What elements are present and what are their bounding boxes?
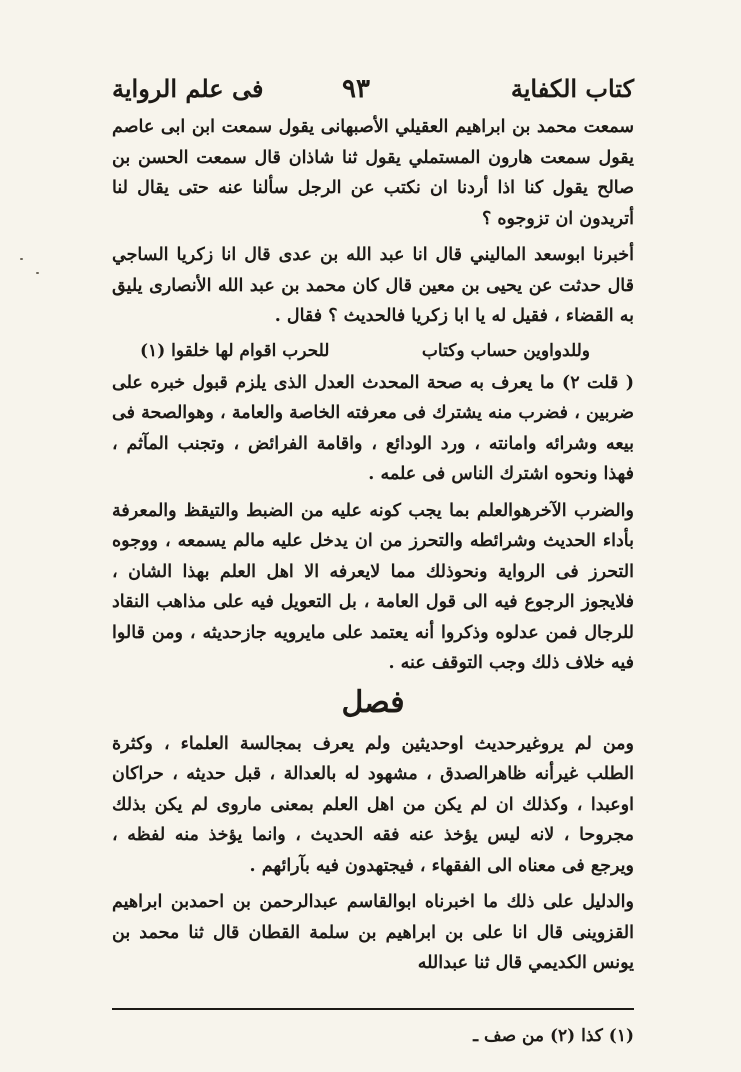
footnote: (١) كذا (٢) من صف ـ (473, 1026, 634, 1046)
paragraph-2: أخبرنا ابوسعد الماليني قال انا عبد الله بن عدى قال انا زكريا الساجي قال حدثت عن يحيى بن معين قال كان محمد بن عبد الله الأنصارى يليق به القضاء ، فقيل له يا ابا زكريا فالحديث ؟ فقال . (112, 245, 634, 326)
book-title: كتاب الكفاية (510, 74, 634, 103)
paragraph-1: سمعت محمد بن ابراهيم العقيلي الأصبهانى يقول سمعت ابن ابى عاصم يقول سمعت هارون المستملي يقول ثنا شاذان قال سمعت الحسن بن صالح يقول كنا اذا أردنا ان نكتب عن الرجل سألنا عنه حتى يقال لنا أتريدون ان تزوجوه ؟ (112, 117, 634, 229)
poem-hemistich-right: وللدواوين حساب وكتاب (421, 340, 590, 361)
book-subtitle: فى علم الرواية (112, 74, 264, 103)
footnote-rule (112, 1008, 634, 1010)
scan-speck (36, 272, 39, 274)
document-page (112, 68, 634, 1058)
page-number: ٩٣ (342, 74, 370, 104)
paragraph-3: ( قلت ٢) ما يعرف به صحة المحدث العدل الذى يلزم قبول خبره على ضربين ، فضرب منه يشترك فى معرفته الخاصة والعامة ، وهوالصحة فى بيعه وشرائه وامانته ، ورد الودائع ، واقامة الفرائض ، وتجنب المآثم ، فهذا ونحوه اشترك الناس فى علمه . (112, 372, 635, 484)
scan-speck (20, 258, 23, 260)
paragraph-5: ومن لم يروغيرحديث اوحديثين ولم يعرف بمجالسة العلماء ، وكثرة الطلب غيرأنه ظاهرالصدق ، مشهود له بالعدالة ، قبل حديثه ، حراكان اوعبدا ، وكذلك ان لم يكن من اهل العلم بمعنى ماروى لم يكن بذلك مجروحا ، لانه ليس يؤخذ عنه فقه الحديث ، وانما يؤخذ منه لفظه ، ويرجع فى معناه الى الفقهاء ، فيجتهدون فيه بآرائهم . (112, 733, 634, 876)
paragraph-6: والدليل على ذلك ما اخبرناه ابوالقاسم عبدالرحمن بن احمدبن ابراهيم القزوينى قال انا على بن ابراهيم بن سلمة القطان قال ثنا محمد بن يونس الكديمي قال ثنا عبدالله (112, 892, 634, 973)
page-header (112, 68, 634, 112)
section-heading: فصل (341, 684, 405, 720)
paragraph-4: والضرب الآخرهوالعلم بما يجب كونه عليه من الضبط والتيقظ والمعرفة بأداء الحديث وشرائطه والتحرز من ان يدخل عليه مالم يسمعه ، ووجوه التحرز فى الرواية ونحوذلك مما لايعرفه الا اهل العلم بهذا الشان ، فلايجوز الرجوع فيه الى قول العامة ، بل التعويل فيه على مذاهب النقاد للرجال فمن عدلوه وذكروا أنه يعتمد على مايرويه جازحديثه ، ومن قالوا فيه خلاف ذلك وجب التوقف عنه . (112, 500, 634, 673)
poem-line (112, 336, 634, 366)
poem-hemistich-left: للحرب اقوام لها خلقوا (١) (140, 340, 330, 361)
